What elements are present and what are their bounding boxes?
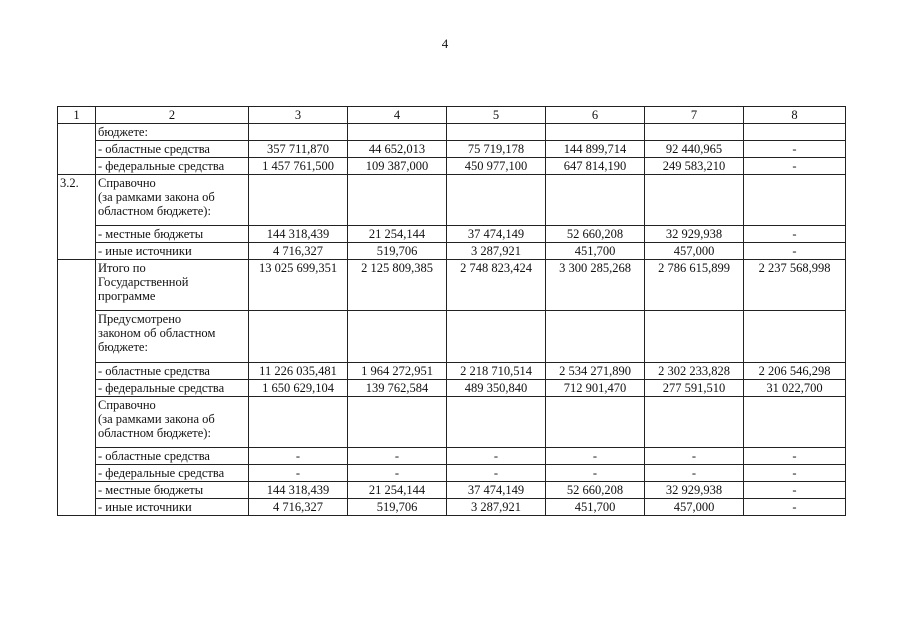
value-cell-col-5: 3 287,921 (447, 499, 546, 516)
value-cell-col-8: - (744, 499, 846, 516)
table-row (58, 363, 846, 380)
value-cell-col-5: 3 287,921 (447, 243, 546, 260)
value-cell-col-6: 647 814,190 (546, 158, 645, 175)
row-index-cell: 3.2. (58, 175, 96, 226)
value-cell-col-6: 3 300 285,268 (546, 260, 645, 311)
value-cell-col-4 (348, 175, 447, 226)
value-cell-col-3: 144 318,439 (249, 226, 348, 243)
value-cell-col-8: - (744, 226, 846, 243)
value-cell-col-5 (447, 124, 546, 141)
row-label-cell: - федеральные средства (96, 465, 249, 482)
row-label-cell: - областные средства (96, 141, 249, 158)
value-cell-col-7: 2 786 615,899 (645, 260, 744, 311)
value-cell-col-5: - (447, 448, 546, 465)
value-cell-col-5: 75 719,178 (447, 141, 546, 158)
row-index-cell (58, 499, 96, 516)
value-cell-col-5: 37 474,149 (447, 482, 546, 499)
value-cell-col-8 (744, 311, 846, 363)
value-cell-col-6 (546, 124, 645, 141)
table-row (58, 499, 846, 516)
header-cell-7: 7 (645, 107, 744, 124)
table-row (58, 465, 846, 482)
value-cell-col-6: 52 660,208 (546, 226, 645, 243)
value-cell-col-5: - (447, 465, 546, 482)
value-cell-col-8: - (744, 448, 846, 465)
value-cell-col-4 (348, 311, 447, 363)
row-index-cell (58, 260, 96, 311)
value-cell-col-6: 144 899,714 (546, 141, 645, 158)
row-index-cell (58, 397, 96, 448)
value-cell-col-4: 2 125 809,385 (348, 260, 447, 311)
value-cell-col-5: 489 350,840 (447, 380, 546, 397)
value-cell-col-8 (744, 124, 846, 141)
value-cell-col-3 (249, 175, 348, 226)
value-cell-col-8: - (744, 465, 846, 482)
row-index-cell (58, 448, 96, 465)
value-cell-col-5 (447, 175, 546, 226)
header-row (58, 107, 846, 124)
table-row (58, 482, 846, 499)
value-cell-col-5: 37 474,149 (447, 226, 546, 243)
budget-table (57, 106, 846, 516)
table-row (58, 243, 846, 260)
value-cell-col-6 (546, 397, 645, 448)
value-cell-col-6: 451,700 (546, 243, 645, 260)
row-index-cell (58, 243, 96, 260)
value-cell-col-5: 450 977,100 (447, 158, 546, 175)
value-cell-col-4: - (348, 448, 447, 465)
value-cell-col-8: 31 022,700 (744, 380, 846, 397)
row-label-cell: Справочно (за рамками закона об областном бюджете): (96, 175, 249, 226)
value-cell-col-3 (249, 124, 348, 141)
value-cell-col-3: 4 716,327 (249, 499, 348, 516)
value-cell-col-3 (249, 397, 348, 448)
value-cell-col-7: 2 302 233,828 (645, 363, 744, 380)
value-cell-col-7: 32 929,938 (645, 482, 744, 499)
header-cell-3: 3 (249, 107, 348, 124)
value-cell-col-8: - (744, 482, 846, 499)
header-cell-4: 4 (348, 107, 447, 124)
value-cell-col-6: 2 534 271,890 (546, 363, 645, 380)
value-cell-col-4: 21 254,144 (348, 226, 447, 243)
value-cell-col-5: 2 218 710,514 (447, 363, 546, 380)
row-label-cell: - местные бюджеты (96, 482, 249, 499)
row-index-cell (58, 465, 96, 482)
table-row (58, 380, 846, 397)
value-cell-col-7: 92 440,965 (645, 141, 744, 158)
row-index-cell (58, 380, 96, 397)
value-cell-col-4: 519,706 (348, 243, 447, 260)
table-row (58, 260, 846, 311)
value-cell-col-7: - (645, 465, 744, 482)
value-cell-col-8: 2 237 568,998 (744, 260, 846, 311)
value-cell-col-3: 1 457 761,500 (249, 158, 348, 175)
value-cell-col-8: - (744, 158, 846, 175)
value-cell-col-7 (645, 175, 744, 226)
row-label-cell: Справочно (за рамками закона об областном бюджете): (96, 397, 249, 448)
row-index-cell (58, 482, 96, 499)
value-cell-col-3: 144 318,439 (249, 482, 348, 499)
value-cell-col-3: 4 716,327 (249, 243, 348, 260)
row-label-cell: Предусмотрено законом об областном бюджете: (96, 311, 249, 363)
value-cell-col-6: 712 901,470 (546, 380, 645, 397)
value-cell-col-4: - (348, 465, 447, 482)
table-row (58, 175, 846, 226)
value-cell-col-6: - (546, 448, 645, 465)
row-label-cell: - иные источники (96, 499, 249, 516)
header-cell-6: 6 (546, 107, 645, 124)
value-cell-col-4: 1 964 272,951 (348, 363, 447, 380)
value-cell-col-5 (447, 311, 546, 363)
value-cell-col-4 (348, 397, 447, 448)
row-index-cell (58, 311, 96, 363)
header-cell-5: 5 (447, 107, 546, 124)
value-cell-col-7 (645, 397, 744, 448)
value-cell-col-8: - (744, 141, 846, 158)
row-label-cell: - областные средства (96, 363, 249, 380)
value-cell-col-5 (447, 397, 546, 448)
row-label-cell: Итого по Государственной программе (96, 260, 249, 311)
row-index-cell (58, 124, 96, 141)
row-label-cell: - иные источники (96, 243, 249, 260)
row-label-cell: - областные средства (96, 448, 249, 465)
row-index-cell (58, 158, 96, 175)
value-cell-col-7: - (645, 448, 744, 465)
value-cell-col-6: - (546, 465, 645, 482)
value-cell-col-5: 2 748 823,424 (447, 260, 546, 311)
table-row (58, 397, 846, 448)
header-cell-2: 2 (96, 107, 249, 124)
value-cell-col-3: - (249, 448, 348, 465)
value-cell-col-4: 519,706 (348, 499, 447, 516)
table-body (58, 124, 846, 516)
value-cell-col-8 (744, 175, 846, 226)
table-row (58, 158, 846, 175)
value-cell-col-4: 109 387,000 (348, 158, 447, 175)
value-cell-col-7: 457,000 (645, 499, 744, 516)
value-cell-col-3: - (249, 465, 348, 482)
row-label-cell: бюджете: (96, 124, 249, 141)
header-cell-1: 1 (58, 107, 96, 124)
value-cell-col-3: 11 226 035,481 (249, 363, 348, 380)
value-cell-col-6: 451,700 (546, 499, 645, 516)
value-cell-col-7: 277 591,510 (645, 380, 744, 397)
value-cell-col-3 (249, 311, 348, 363)
table-row (58, 448, 846, 465)
page-number: 4 (441, 36, 449, 51)
value-cell-col-6: 52 660,208 (546, 482, 645, 499)
value-cell-col-3: 1 650 629,104 (249, 380, 348, 397)
header-cell-8: 8 (744, 107, 846, 124)
row-label-cell: - местные бюджеты (96, 226, 249, 243)
value-cell-col-3: 13 025 699,351 (249, 260, 348, 311)
row-index-cell (58, 141, 96, 158)
value-cell-col-8 (744, 397, 846, 448)
value-cell-col-7: 32 929,938 (645, 226, 744, 243)
table-row (58, 124, 846, 141)
value-cell-col-6 (546, 311, 645, 363)
value-cell-col-4: 21 254,144 (348, 482, 447, 499)
value-cell-col-4: 139 762,584 (348, 380, 447, 397)
value-cell-col-7 (645, 124, 744, 141)
value-cell-col-3: 357 711,870 (249, 141, 348, 158)
value-cell-col-7 (645, 311, 744, 363)
table-row (58, 311, 846, 363)
value-cell-col-7: 457,000 (645, 243, 744, 260)
value-cell-col-6 (546, 175, 645, 226)
value-cell-col-4: 44 652,013 (348, 141, 447, 158)
table-row (58, 226, 846, 243)
row-index-cell (58, 363, 96, 380)
table-row (58, 141, 846, 158)
value-cell-col-7: 249 583,210 (645, 158, 744, 175)
value-cell-col-8: 2 206 546,298 (744, 363, 846, 380)
row-label-cell: - федеральные средства (96, 380, 249, 397)
value-cell-col-4 (348, 124, 447, 141)
row-index-cell (58, 226, 96, 243)
row-label-cell: - федеральные средства (96, 158, 249, 175)
value-cell-col-8: - (744, 243, 846, 260)
